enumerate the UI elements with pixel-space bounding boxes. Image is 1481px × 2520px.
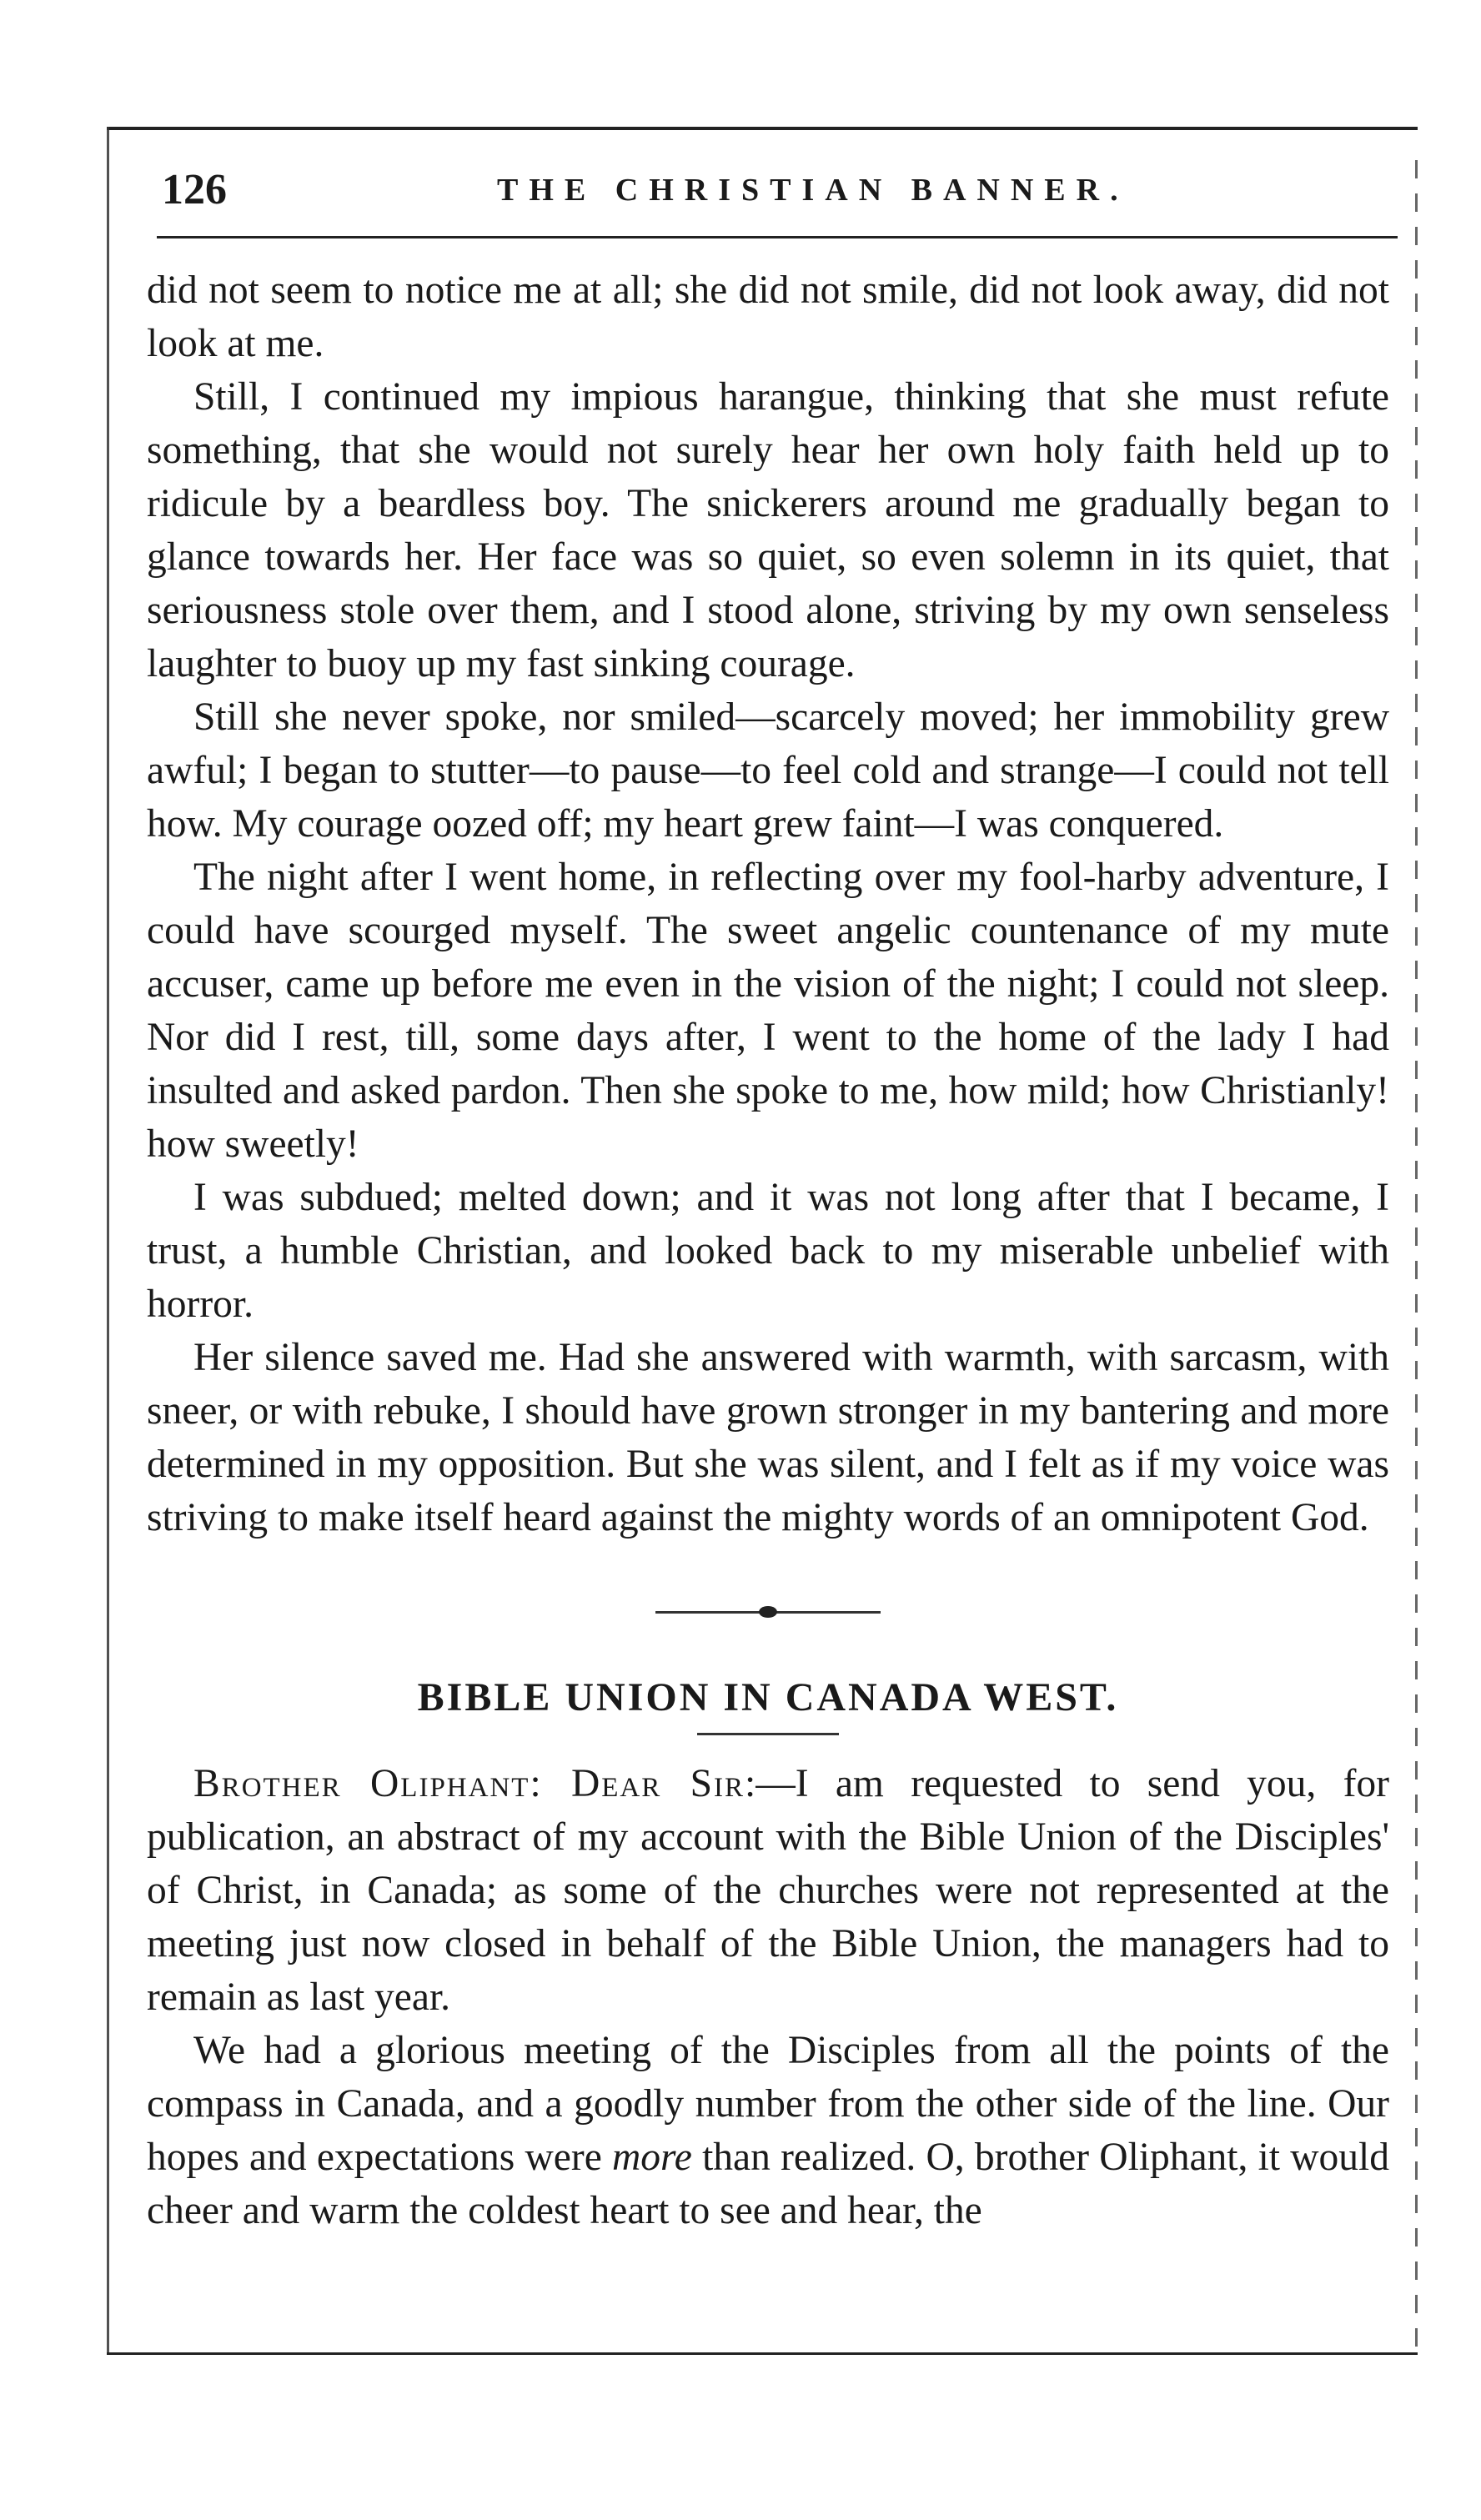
left-border-rule (107, 127, 109, 2355)
paragraph: Still she never spoke, nor smiled—scarcely moved; her immobility grew awful; I began to stutter—to pause—to feel cold and strange—I could not tell how. My courage oozed off; my heart grew faint—I was conquered. (147, 695, 1389, 846)
running-title: THE CHRISTIAN BANNER. (497, 173, 1129, 208)
page-body (147, 264, 1389, 2237)
paragraph: Still, I continued my impious harangue, thinking that she must refute something, that she would not surely hear her own holy faith held up to ridicule by a beardless boy. The snickerers around me gradually began to glance towards her. Her face was so quiet, so even solemn in its quiet, that seriousness stole over them, and I stood alone, striving by my own senseless laughter to buoy up my fast sinking courage. (147, 375, 1389, 685)
paragraph: Her silence saved me. Had she answered with warmth, with sarcasm, with sneer, or with rebuke, I should have grown stronger in my bantering and more determined in my opposition. But she was silent, and I felt as if my voice was striving to make itself heard against the mighty words of an omnipotent God. (147, 1336, 1389, 1539)
top-border-rule (107, 127, 1418, 130)
right-border-rule (1415, 160, 1418, 2355)
section-title: BIBLE UNION IN CANADA WEST. (417, 1675, 1119, 1719)
bottom-border-rule (107, 2352, 1418, 2355)
letter-opening-paragraph (147, 1757, 1389, 2024)
title-underline-rule (697, 1733, 839, 1735)
paragraph-continued: did not seem to notice me at all; she did not smile, did not look away, did not look at me. (147, 269, 1389, 365)
paragraph: I was subdued; melted down; and it was not long after that I became, I trust, a humble Christian, and looked back to my miserable unbelief with horror. (147, 1176, 1389, 1326)
emphasized-word: more (612, 2136, 692, 2179)
paragraph: The night after I went home, in reflecting over my fool-harby adventure, I could have scourged myself. The sweet angelic countenance of my mute accuser, came up before me even in the vision of the night; I could not sleep. Nor did I rest, till, some days after, I went to the home of the lady I had insulted and asked pardon. Then she spoke to me, how mild; how Christianly! how sweetly! (147, 856, 1389, 1166)
salutation: Brother Oliphant: Dear Sir (193, 1762, 746, 1805)
paragraph-text-start: We had a glorious meeting of the Disciples from all the points of the compass in Canada, and a goodly number from the other side of the line. Our hopes and expectations were (147, 2029, 1389, 2179)
header-rule (157, 236, 1398, 238)
section-divider-ornament (655, 1603, 881, 1621)
paragraph-text-end: than realized. O, brother Oliphant, it would cheer and warm the coldest heart to see and hear, the (147, 2136, 1389, 2232)
page-number: 126 (162, 166, 227, 213)
letter-opening-text: :—I am requested to send you, for publication, an abstract of my account with the Bible Union of the Disciples' of Christ, in Canada; as some of the churches were not represented at the meeting just now closed in behalf of the Bible Union, the managers had to remain as last year. (147, 1762, 1389, 2019)
paragraph (147, 2024, 1389, 2237)
